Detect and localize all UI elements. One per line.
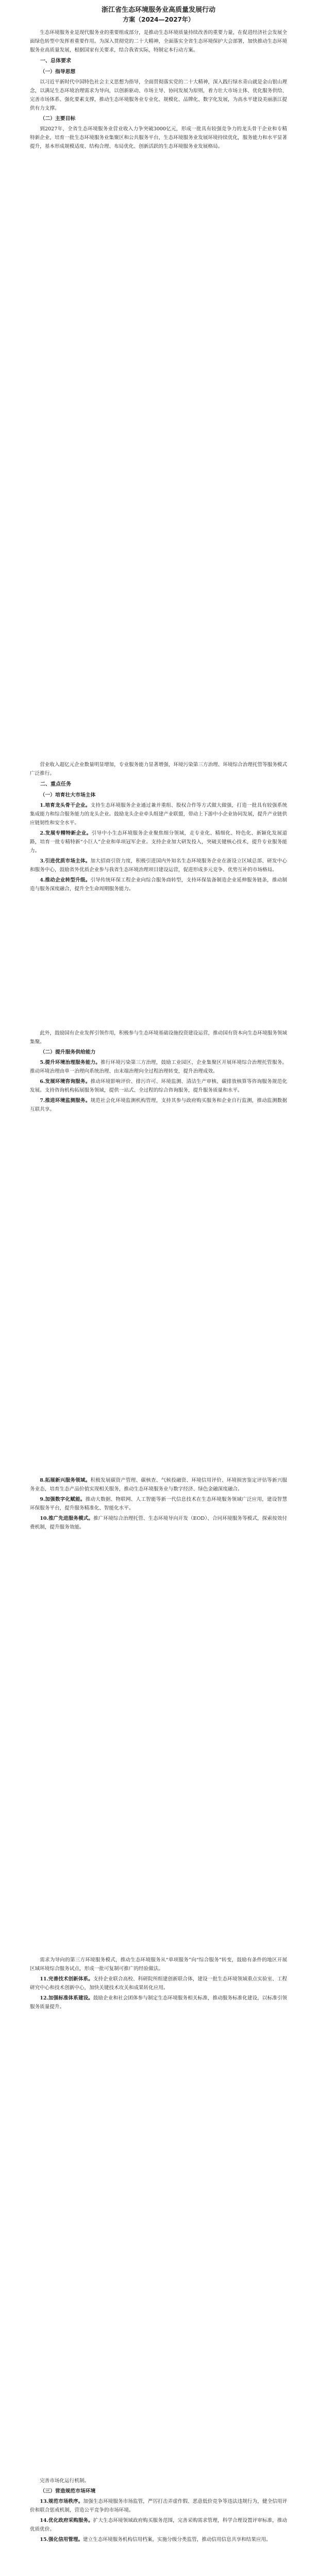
page-gap bbox=[30, 1533, 287, 1956]
task-paragraph bbox=[30, 857, 287, 874]
task-lead: 1.培育龙头骨干企业。 bbox=[40, 803, 91, 808]
task-text: 引导中小生态环境服务企业聚焦细分领域，走专业化、精细化、特色化、新颖化发展道路，培育一批专精特新“小巨人”企业和单项冠军企业。支持企业加大研发投入，突破关键核心技术，提升专业服务能力。 bbox=[30, 831, 288, 854]
task-text: 规范社会化环境监测机构管理，支持其参与政府购买服务和企业自行监测，推动监测数据互联共享。 bbox=[30, 1098, 287, 1112]
document-title: 浙江省生态环境服务业高质量发展行动 bbox=[101, 6, 215, 14]
task-lead: 10.推广先进服务模式。 bbox=[40, 1516, 94, 1521]
task-paragraph bbox=[30, 2516, 287, 2534]
page-gap bbox=[30, 1115, 287, 1476]
task-paragraph bbox=[30, 1476, 287, 1494]
task-text: 支持企业联合高校、科研院所组建创新联合体，建设一批生态环境领域重点实验室、工程研究中心和技术创新中心，加快关键技术攻关和成果转化应用。 bbox=[30, 1976, 287, 1991]
task-text: 引导传统环保工程企业向综合服务商转型，支持环保装备制造企业延伸服务链条，推动制造与服务深度融合，提升全生命周期服务能力。 bbox=[30, 877, 287, 892]
task-paragraph bbox=[30, 876, 287, 893]
page-gap bbox=[30, 2546, 287, 2576]
task-paragraph bbox=[30, 1975, 287, 1992]
task-text: 建立生态环境服务机构信用档案，实施分级分类监管，推动信用信息共享和结果应用。 bbox=[83, 2537, 271, 2543]
task-text: 推广环境综合治理托管、生态环境导向开发（EOD）、合同环境服务等模式，探索按效付费机制，提升服务效能。 bbox=[30, 1516, 287, 1530]
task-text: 推动环境影响评价、排污许可、环境监测、清洁生产审核、碳排放核算等咨询服务规范化发展。支持咨询机构拓展服务领域，提供一站式、全过程的综合咨询服务，提升服务质量和水平。 bbox=[30, 1079, 287, 1093]
page-gap bbox=[30, 152, 287, 760]
task-lead: 11.完善技术创新体系。 bbox=[40, 1976, 93, 1982]
task-lead: 6.发展环境咨询服务。 bbox=[40, 1079, 91, 1084]
task-paragraph bbox=[30, 1994, 287, 2011]
task-text: 推动大数据、物联网、人工智能等新一代信息技术在生态环境服务领域广泛应用，建设智慧环保服务平台，提升服务精准化、智能化水平。 bbox=[30, 1497, 288, 1511]
task-lead: 15.强化信用管理。 bbox=[40, 2537, 84, 2543]
body-paragraph: 完善市场化运行机制。 bbox=[40, 2478, 90, 2484]
task-paragraph bbox=[30, 1514, 287, 1532]
body-paragraph: 需求为导向的第三方环境服务模式，推动生态环境服务从“单项服务”向“综合服务”转变，鼓励有条件的地区开展区域环境综合服务试点，形成一批可复制可推广的经验做法。 bbox=[30, 1957, 287, 1972]
task-lead: 8.拓展新兴服务领域。 bbox=[40, 1478, 91, 1483]
subsection-heading: （二）主要目标 bbox=[40, 116, 76, 122]
task-lead: 12.加强标准体系建设。 bbox=[40, 1995, 93, 2001]
page-gap bbox=[30, 895, 287, 1029]
task-paragraph bbox=[30, 829, 287, 855]
task-lead: 3.引进优质市场主体。 bbox=[40, 858, 91, 864]
task-lead: 13.规范市场秩序。 bbox=[40, 2499, 84, 2504]
task-paragraph bbox=[30, 1495, 287, 1513]
subsection-heading: （三）营造规范市场环境 bbox=[40, 2488, 96, 2494]
section-heading: 一、总体要求 bbox=[40, 58, 71, 64]
body-paragraph: 营业收入超亿元企业数量明显增加，专业服务能力显著增强，环境污染第三方治理、环境综合治理托管等服务模式广泛推行。 bbox=[30, 762, 287, 776]
task-text: 鼓励企业和社会团体参与制定生态环境服务相关标准，推动服务标准化建设，以标准引领服务质量提升。 bbox=[30, 1995, 287, 2010]
task-text: 扩大生态环境领域政府购买服务范围，完善采购需求管理，科学合理设置评审标准，推动优质优价。 bbox=[30, 2518, 287, 2532]
task-paragraph bbox=[30, 2535, 287, 2544]
task-text: 加强生态环境服务市场监管，严厉打击弄虚作假、恶意低价竞争等违法违规行为，健全信用评价和联合惩戒机制，营造公平竞争的市场环境。 bbox=[30, 2499, 288, 2513]
task-paragraph bbox=[30, 1058, 287, 1076]
task-paragraph bbox=[30, 1077, 287, 1095]
task-lead: 5.提升环境治理服务能力。 bbox=[40, 1060, 101, 1065]
task-lead: 7.推进环境监测服务。 bbox=[40, 1098, 91, 1104]
task-lead: 14.优化政府采购服务。 bbox=[40, 2518, 93, 2523]
task-lead: 9.加强数字化赋能。 bbox=[40, 1497, 86, 1502]
intro-paragraph: 生态环境服务业是现代服务业的重要组成部分，是推动生态环境质量持续改善的重要力量，在促进经济社会发展全面绿色转型中发挥着重要作用。为深入贯彻党的二十大精神，全面落实全省生态环境保护大会部署，加快推动生态环境服务业高质量发展，根据国家有关要求，结合我省实际，特制定本行动方案。 bbox=[30, 30, 287, 53]
section-heading: 二、重点任务 bbox=[40, 782, 71, 787]
task-paragraph bbox=[30, 1096, 287, 1114]
subsection-heading: （二）提升服务供给能力 bbox=[40, 1049, 96, 1055]
task-lead: 4.推动企业转型升级。 bbox=[40, 877, 91, 883]
body-paragraph: 以习近平新时代中国特色社会主义思想为指导，全面贯彻落实党的二十大精神，深入践行绿水青山就是金山银山理念，以满足生态环境治理需求为导向，以创新驱动、市场主导、协同发展为原则，着力壮大市场主体、优化服务供给、完善市场体系、强化要素支撑，推动生态环境服务业专业化、规模化、品牌化、数字化发展，为高水平建设美丽浙江提供有力支撑。 bbox=[30, 79, 287, 111]
task-paragraph bbox=[30, 801, 287, 827]
task-paragraph bbox=[30, 2497, 287, 2515]
document-subtitle: 方案（2024—2027年） bbox=[123, 16, 194, 23]
task-text: 积极发展碳资产管理、碳核查、气候投融资、环境信用评价、环境损害鉴定评估等新兴服务业态，培育生态产品价值实现相关服务，推动生态环境服务业与数字经济、绿色金融深度融合。 bbox=[30, 1478, 287, 1492]
task-lead: 2.发展专精特新企业。 bbox=[40, 831, 92, 836]
task-text: 推行环境污染第三方治理，鼓励工业园区、企业集聚区开展环境综合治理托管服务。推动环境治理由单一治理向系统治理、由末端治理向全过程治理转变，提升治理成效。 bbox=[30, 1060, 288, 1074]
subsection-heading: （一）培育壮大市场主体 bbox=[40, 792, 96, 798]
body-paragraph: 此外，鼓励国有企业发挥引领作用，积极参与生态环境基础设施投资建设运营，推动国有资本向生态环境服务领域集聚。 bbox=[30, 1030, 287, 1045]
task-text: 加大招商引资力度，积极引进国内外知名生态环境服务企业在浙设立区域总部、研发中心和服务中心，鼓励省外优质企业参与我省生态环境治理项目建设运营，促进形成多元竞争、优势互补的市场格局。 bbox=[30, 858, 287, 873]
body-paragraph: 到2027年，全省生态环境服务业营业收入力争突破3000亿元，形成一批具有较强竞争力的龙头骨干企业和专精特新企业，培育一批生态环境服务业集聚区和公共服务平台，生态环境服务业发展环境持续优化，服务能力和水平显著提升，基本形成规模适度、结构合理、布局优化、创新活跃的生态环境服务业发展格局。 bbox=[30, 126, 287, 149]
task-text: 支持生态环境服务企业通过兼并重组、股权合作等方式做大做强，打造一批具有较强系统集成能力和综合服务能力的龙头企业。鼓励龙头企业牵头组建产业联盟，带动上下游中小企业协同发展，提升产业链供应链韧性和安全水平。 bbox=[30, 803, 287, 826]
page-gap bbox=[30, 2013, 287, 2477]
subsection-heading: （一）指导思想 bbox=[40, 69, 76, 75]
